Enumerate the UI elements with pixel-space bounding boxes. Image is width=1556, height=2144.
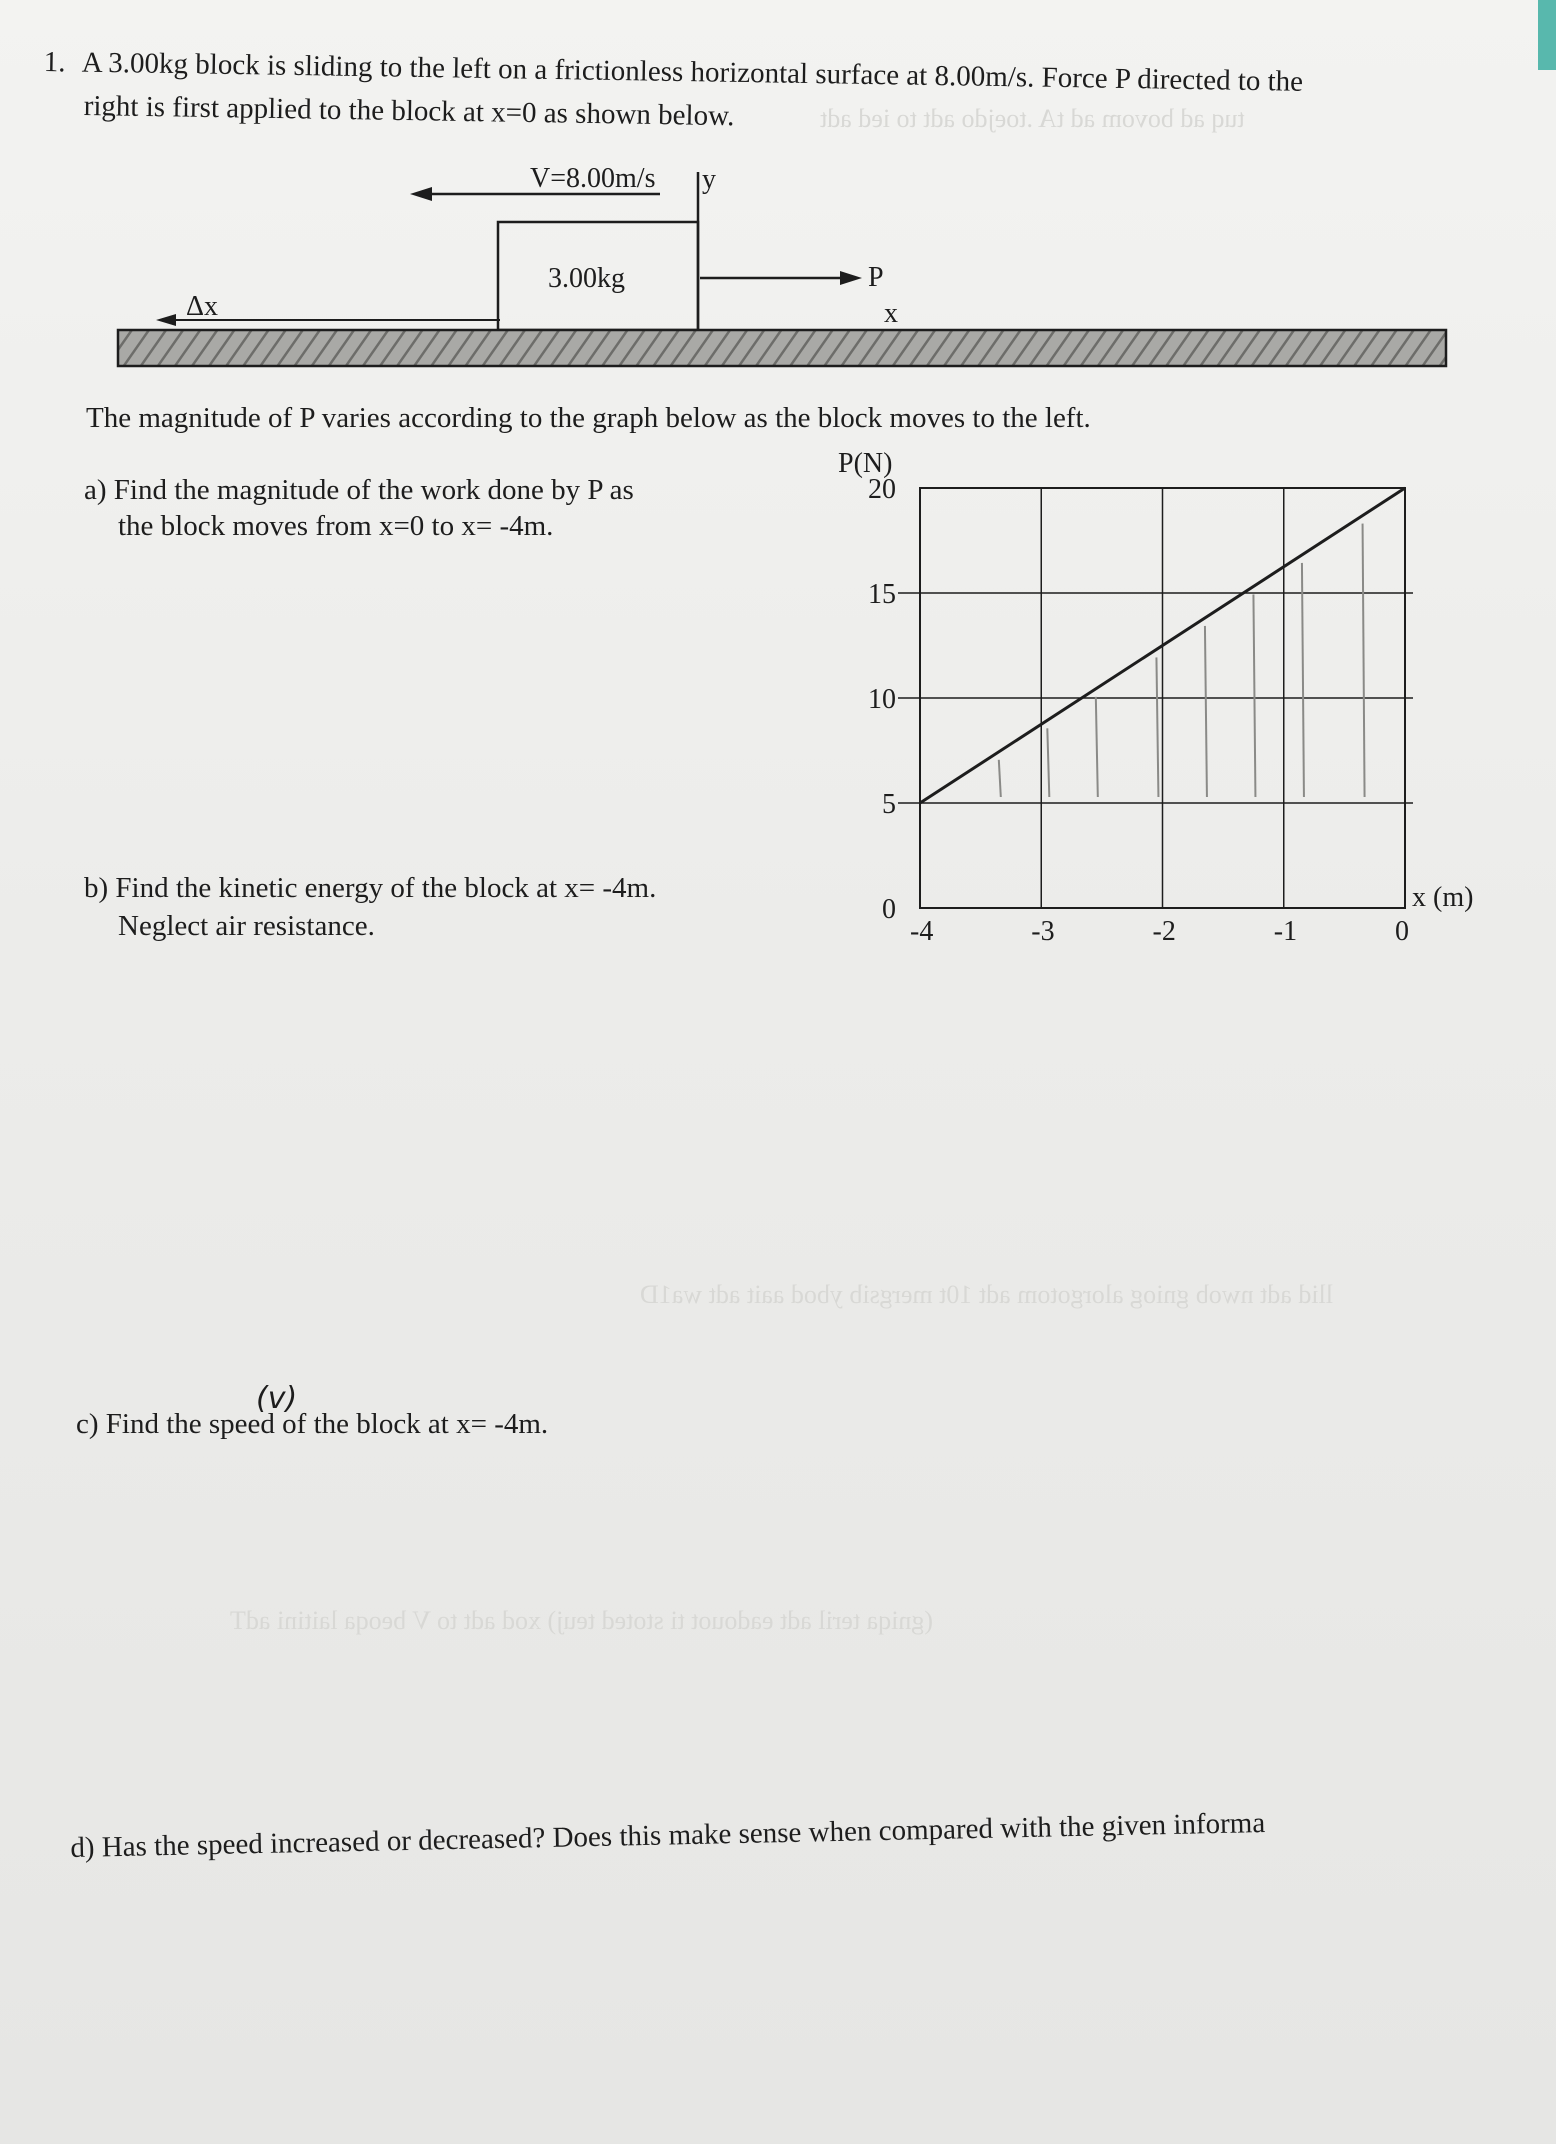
mass-label: 3.00kg <box>548 263 625 294</box>
block-diagram <box>0 150 1556 380</box>
force-p-label: P <box>868 262 884 293</box>
force-position-graph <box>820 440 1500 980</box>
question-number: 1. <box>43 45 66 79</box>
x-axis-title: x (m) <box>1412 882 1474 913</box>
y-axis-title: P(N) <box>838 448 893 479</box>
question-1-line-2: right is first applied to the block at x=0 as shown below. <box>83 89 735 133</box>
show-through-text: (gniqa teril adt eadouot ti stoted teuj) xod adt to V beoqa laitini adT <box>230 1606 934 1635</box>
part-c-text: c) Find the speed of the block at x= -4m. <box>76 1408 549 1440</box>
svg-text:(v): (v) <box>256 1381 298 1416</box>
pencil-shading-stroke <box>1363 524 1365 797</box>
force-p-arrowhead <box>840 271 862 285</box>
y-tick-label: 0 <box>882 894 896 925</box>
show-through-text: llid adt nwob gniog alorgotom adt 10t mergsib ybod aait adt wa1D <box>640 1280 1333 1309</box>
part-a-line-1: a) Find the magnitude of the work done by P as <box>84 474 634 506</box>
pencil-shading-stroke <box>1156 657 1158 797</box>
x-tick-label: -1 <box>1273 916 1298 947</box>
part-b-line-1: b) Find the kinetic energy of the block at x= -4m. <box>84 872 657 904</box>
show-through-text: tuq ad bovom ad tA .toejdo adt to ied adt <box>820 104 1245 133</box>
displacement-label: Δx <box>186 291 219 322</box>
pencil-shading-stroke <box>1096 697 1098 797</box>
x-tick-label: -4 <box>910 916 934 947</box>
part-b-line-2: Neglect air resistance. <box>118 910 375 942</box>
x-tick-label: 0 <box>1395 916 1409 947</box>
pencil-shading-stroke <box>1205 626 1207 797</box>
part-a-line-2: the block moves from x=0 to x= -4m. <box>118 510 554 542</box>
handwritten-v-note <box>256 1374 300 1422</box>
y-axis-label: y <box>702 164 716 195</box>
y-tick-label: 5 <box>882 789 896 820</box>
velocity-arrowhead <box>410 187 432 201</box>
x-tick-label: -3 <box>1031 916 1055 947</box>
pencil-shading-stroke <box>1302 563 1304 797</box>
x-tick-label: -2 <box>1152 916 1176 947</box>
y-tick-label: 20 <box>868 474 896 505</box>
y-tick-label: 10 <box>868 684 896 715</box>
y-tick-label: 15 <box>868 579 896 610</box>
pencil-shading-stroke <box>1047 728 1049 797</box>
pencil-shading-stroke <box>999 760 1001 797</box>
x-axis-label: x <box>884 298 898 329</box>
velocity-label: V=8.00m/s <box>530 163 656 194</box>
page-edge-strip <box>1538 0 1556 70</box>
part-d-text: d) Has the speed increased or decreased? Does this make sense when compared with the given informa <box>70 1806 1266 1864</box>
pencil-shading-stroke <box>1253 594 1255 797</box>
displacement-arrowhead <box>156 314 176 326</box>
question-1-text: A 3.00kg block is sliding to the left on a frictionless horizontal surface at 8.00m/s. Force P directed to the <box>81 46 1304 98</box>
graph-caption: The magnitude of P varies according to the graph below as the block moves to the left. <box>86 402 1091 434</box>
ground-surface <box>118 330 1446 366</box>
